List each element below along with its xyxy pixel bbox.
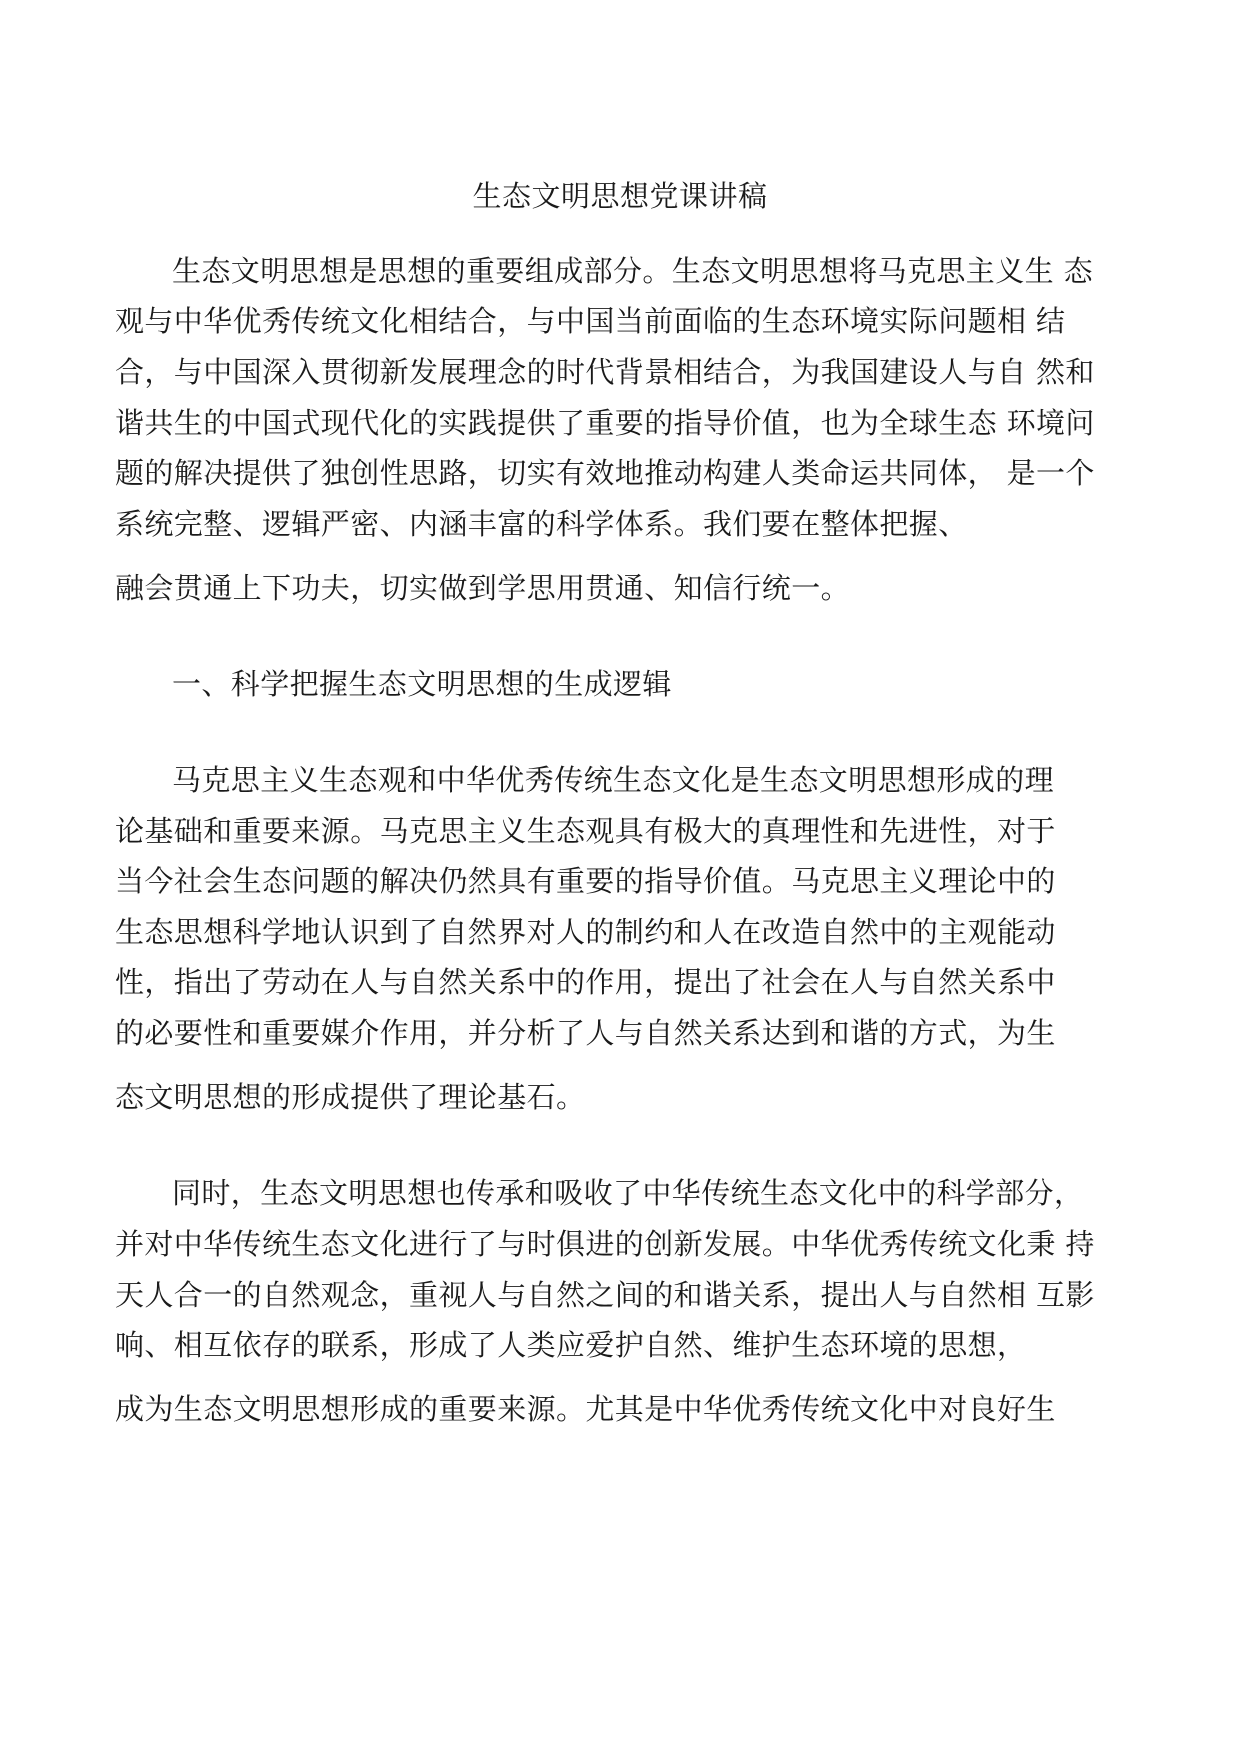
document-title: 生态文明思想党课讲稿 <box>472 179 768 213</box>
paragraph-3-line-1: 同时，生态文明思想也传承和吸收了中华传统生态文化中的科学部分， <box>172 1176 1084 1210</box>
paragraph-2-line-3: 当今社会生态问题的解决仍然具有重要的指导价值。马克思主义理论中的 <box>115 864 1056 898</box>
paragraph-1-line-6: 系统完整、逻辑严密、内涵丰富的科学体系。我们要在整体把握、 <box>115 507 968 541</box>
paragraph-3-line-5: 成为生态文明思想形成的重要来源。尤其是中华优秀传统文化中对良好生 <box>115 1392 1056 1426</box>
paragraph-2-line-5: 性，指出了劳动在人与自然关系中的作用，提出了社会在人与自然关系中 <box>115 965 1056 999</box>
paragraph-2-line-6: 的必要性和重要媒介作用，并分析了人与自然关系达到和谐的方式，为生 <box>115 1016 1056 1050</box>
paragraph-2-line-4: 生态思想科学地认识到了自然界对人的制约和人在改造自然中的主观能动 <box>115 915 1056 949</box>
paragraph-1-line-2: 观与中华优秀传统文化相结合，与中国当前面临的生态环境实际问题相 结 <box>115 304 1066 338</box>
paragraph-1-line-1: 生态文明思想是思想的重要组成部分。生态文明思想将马克思主义生 态 <box>172 254 1094 288</box>
paragraph-1-line-3: 合，与中国深入贯彻新发展理念的时代背景相结合，为我国建设人与自 然和 <box>115 355 1095 389</box>
paragraph-1-line-7: 融会贯通上下功夫，切实做到学思用贯通、知信行统一。 <box>115 571 851 605</box>
paragraph-1-line-5: 题的解决提供了独创性思路，切实有效地推动构建人类命运共同体， 是一个 <box>115 456 1095 490</box>
paragraph-2-line-1: 马克思主义生态观和中华优秀传统生态文化是生态文明思想形成的理 <box>172 763 1055 797</box>
paragraph-3-line-4: 响、相互依存的联系，形成了人类应爱护自然、维护生态环境的思想， <box>115 1328 1027 1362</box>
section-heading-1: 一、科学把握生态文明思想的生成逻辑 <box>172 667 672 701</box>
paragraph-2-line-2: 论基础和重要来源。马克思主义生态观具有极大的真理性和先进性，对于 <box>115 814 1056 848</box>
paragraph-1-line-4: 谐共生的中国式现代化的实践提供了重要的指导价值，也为全球生态 环境问 <box>115 406 1095 440</box>
paragraph-3-line-3: 天人合一的自然观念，重视人与自然之间的和谐关系，提出人与自然相 互影 <box>115 1278 1095 1312</box>
paragraph-2-line-7: 态文明思想的形成提供了理论基石。 <box>115 1080 586 1114</box>
paragraph-3-line-2: 并对中华传统生态文化进行了与时俱进的创新发展。中华优秀传统文化秉 持 <box>115 1227 1095 1261</box>
